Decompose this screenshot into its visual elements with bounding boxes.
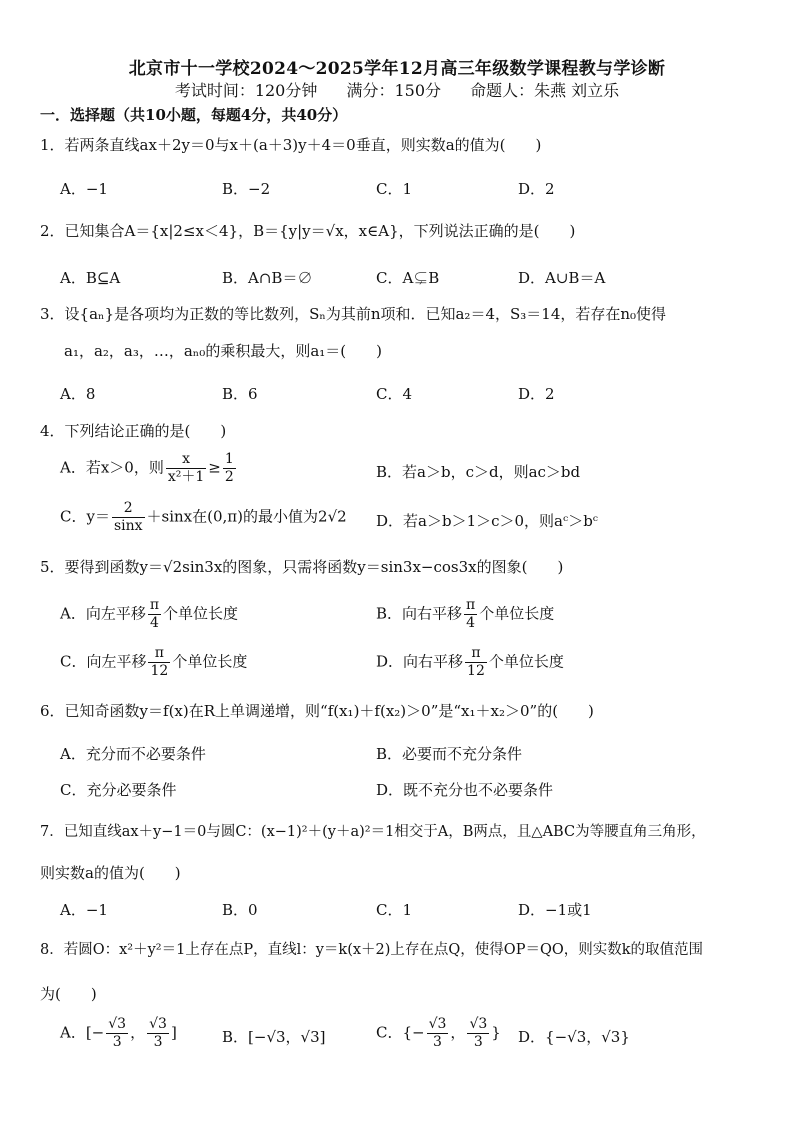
q1-option-b: B．−2 [222,180,271,198]
q5-a-numerator: π [149,597,160,613]
question-3-stem-line1: 3．设{aₙ}是各项均为正数的等比数列，Sₙ为其前n项和．已知a₂＝4，S₃＝14，若存在n₀使得 [40,305,667,323]
q8-a-prefix: A．[− [60,1023,105,1042]
q8-a-separator: ， [130,1023,146,1042]
q7-option-b: B．0 [222,901,258,919]
q5-d-fraction [465,645,487,680]
q8-option-c [376,1016,501,1051]
q1-option-c: C．1 [376,180,413,198]
q8-c-denominator-2: 3 [473,1034,483,1050]
q8-c-separator: ， [450,1023,466,1042]
q8-a-fraction-1 [106,1016,128,1051]
q8-c-fraction-2 [467,1016,489,1051]
exam-info [0,78,794,101]
q8-a-denominator-2: 3 [153,1034,163,1050]
q5-b-denominator: 4 [466,615,476,631]
q5-b-numerator: π [466,597,476,613]
q5-c-prefix: C．向左平移 [60,652,147,671]
q2-option-d: D．A∪B＝A [518,269,606,287]
q2-option-c: C．A⊊B [376,269,440,287]
q5-c-fraction [148,645,170,680]
question-6-stem: 6．已知奇函数y＝f(x)在R上单调递增，则“f(x₁)＋f(x₂)＞0”是“x₁＋x₂＞0”的( ) [40,702,594,720]
q1-option-d: D．2 [518,180,555,198]
q4-option-a [60,451,238,486]
q5-option-a [60,597,238,632]
exam-title: 北京市十一学校2024～2025学年12月高三年级数学课程教与学诊断 [128,59,666,79]
q4-option-b: B．若a＞b，c＞d，则ac＞bd [376,463,581,481]
q3-option-a: A．8 [60,385,96,403]
q4-option-c [60,500,347,535]
q5-d-numerator: π [465,645,487,663]
q5-option-b [376,597,554,632]
q7-option-d: D．−1或1 [518,901,592,919]
q2-option-b: B．A∩B＝∅ [222,269,313,287]
question-4-stem: 4．下列结论正确的是( ) [40,422,227,440]
q4-c-prefix: C．y＝ [60,507,110,526]
q5-a-prefix: A．向左平移 [60,604,146,623]
q8-c-fraction-1 [427,1016,449,1051]
q8-a-numerator-2: √3 [149,1016,167,1032]
q3-option-d: D．2 [518,385,555,403]
question-7-stem-line2: 则实数a的值为( ) [40,864,181,882]
q8-option-b: B．[−√3，√3] [222,1028,326,1046]
exam-score: 满分：150分 [346,81,441,100]
question-8-stem-line1: 8．若圆O：x²＋y²＝1上存在点P，直线l：y＝k(x＋2)上存在点Q，使得OP＝QO，则实数k的取值范围 [40,942,704,958]
question-2-stem: 2．已知集合A＝{x|2≤x＜4}，B＝{y|y＝√x，x∈A}，下列说法正确的是( ) [40,222,576,240]
q7-option-c: C．1 [376,901,413,919]
q4-a-numerator-2: 1 [224,451,234,467]
q4-a-numerator: x [166,451,206,469]
q6-option-d: D．既不充分也不必要条件 [376,781,554,799]
q6-option-a: A．充分而不必要条件 [60,745,206,763]
question-3-stem-line2: a₁，a₂，a₃，…，aₙ₀的乘积最大，则a₁＝( ) [64,342,382,360]
q1-option-a: A．−1 [60,180,108,198]
q8-option-a [60,1016,177,1051]
q5-b-suffix: 个单位长度 [479,604,555,623]
q4-option-d: D．若a＞b＞1＞c＞0，则aᶜ＞bᶜ [376,512,598,530]
q8-option-d: D．{−√3，√3} [518,1028,630,1046]
q5-d-suffix: 个单位长度 [488,652,564,671]
q4-a-fraction [166,451,206,486]
q8-a-numerator-1: √3 [108,1016,127,1032]
q5-option-d [376,645,564,680]
question-5-stem: 5．要得到函数y＝√2sin3x的图象，只需将函数y＝sin3x−cos3x的图象( ) [40,558,564,576]
q8-a-fraction-2 [147,1016,169,1051]
exam-time: 考试时间：120分钟 [174,81,318,100]
q5-d-denominator: 12 [467,663,485,679]
q4-c-suffix: ＋sinx在(0,π)的最小值为2√2 [146,507,347,526]
q8-a-denominator-1: 3 [112,1034,122,1050]
q5-a-suffix: 个单位长度 [163,604,239,623]
q4-a-fraction-2 [223,451,236,486]
q5-option-c [60,645,247,680]
q4-c-denominator: sinx [113,518,143,534]
q8-a-suffix: ] [170,1023,177,1042]
q8-c-denominator-1: 3 [433,1034,442,1050]
q5-a-fraction [148,597,161,632]
q5-d-prefix: D．向右平移 [376,652,464,671]
q3-option-b: B．6 [222,385,258,403]
q4-a-denominator: x²＋1 [167,469,205,485]
q6-option-b: B．必要而不充分条件 [376,745,523,763]
q5-c-numerator: π [148,645,170,663]
q5-b-fraction [464,597,477,632]
q4-a-denominator-2: 2 [224,469,234,485]
section-heading: 一．选择题（共10小题，每题4分，共40分） [40,106,348,124]
q8-c-numerator-2: √3 [469,1016,488,1032]
q6-option-c: C．充分必要条件 [60,781,177,799]
q5-c-suffix: 个单位长度 [172,652,248,671]
q5-a-denominator: 4 [149,615,159,631]
q4-a-relation: ≥ [208,458,221,477]
q4-a-prefix: A．若x＞0，则 [60,458,164,477]
question-7-stem-line1: 7．已知直线ax＋y−1＝0与圆C：(x−1)²＋(y＋a)²＝1相交于A，B两点，且△ABC为等腰直角三角形， [40,824,706,840]
question-1-stem: 1．若两条直线ax＋2y＝0与x＋(a＋3)y＋4＝0垂直，则实数a的值为( ) [40,136,542,154]
exam-author: 命题人：朱燕 刘立乐 [470,81,620,100]
q7-option-a: A．−1 [60,901,108,919]
q8-c-prefix: C．{− [376,1023,425,1042]
q5-c-denominator: 12 [150,663,169,679]
question-8-stem-line2: 为( ) [40,985,97,1003]
q8-c-suffix: } [491,1023,501,1042]
q8-c-numerator-1: √3 [428,1016,447,1032]
q4-c-numerator: 2 [112,500,145,518]
q5-b-prefix: B．向右平移 [376,604,463,623]
q3-option-c: C．4 [376,385,413,403]
q4-c-fraction [112,500,145,535]
q2-option-a: A．B⊆A [60,269,121,287]
